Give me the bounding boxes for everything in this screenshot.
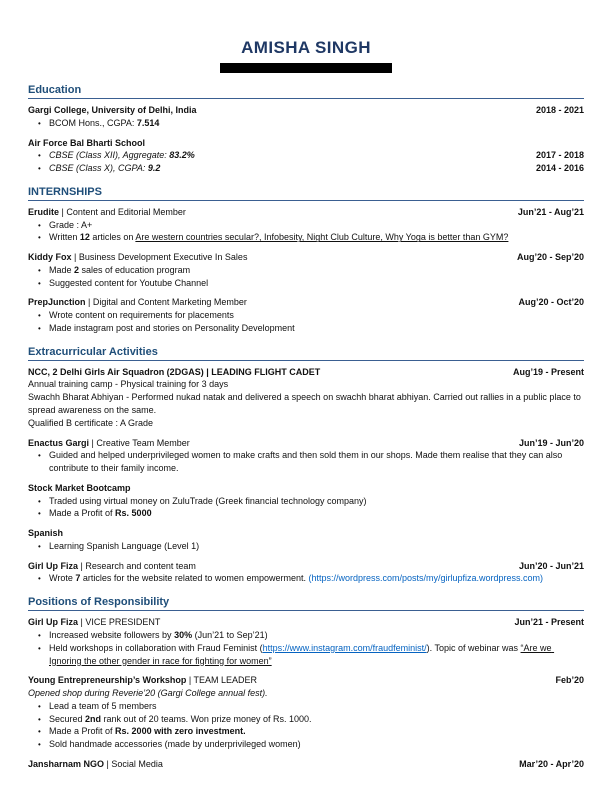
entry-header [28,206,584,219]
date-range: 2018 - 2021 [535,105,584,115]
bullet-item [28,700,584,713]
line-text [28,366,503,379]
bullet-icon: • [38,574,41,584]
bullet-item [28,162,584,175]
bullet-item [28,322,584,335]
text-segment: Wrote [49,573,76,584]
text-segment: Opened shop during Reverie’20 (Gargi College annual fest). [28,688,268,699]
date-range: Feb’20 [555,675,584,686]
text-segment: Grade : A+ [49,219,93,230]
line-text [28,437,509,450]
line-text [49,642,584,668]
text-segment: (Jun’21 to Sep’21) [192,629,268,640]
line-text [28,378,584,391]
bullet-item [28,149,584,162]
entry-header [28,527,584,540]
text-segment: 2nd [85,713,102,724]
line-text [28,482,584,495]
bullet-item [28,629,584,642]
bullet-item [28,449,584,475]
text-segment: articles for the website related to women empowerment. [80,573,309,584]
text-segment: Learning Spanish Language (Level 1) [49,540,200,551]
bullet-item [28,231,584,244]
line-text [49,231,584,244]
text-segment: Traded using virtual money on ZuluTrade (Greek financial technology company) [49,495,367,506]
bullet-icon: • [38,630,41,640]
text-segment: | TEAM LEADER [186,675,258,686]
text-segment: CBSE (Class XII), Aggregate: [49,150,170,161]
text-segment: Gargi College, University of Delhi, India [28,105,197,115]
bullet-icon: • [38,323,41,333]
bullet-icon: • [38,496,41,506]
line-text [28,104,526,117]
bullet-item [28,495,584,508]
bullet-item [28,725,584,738]
entry-header [28,437,584,450]
section-positions-of-responsibility [28,596,584,770]
line-text [49,738,584,751]
bullet-item [28,277,584,290]
line-text [28,674,545,687]
text-segment: | Content and Editorial Member [59,206,186,217]
line-text [49,700,584,713]
text-segment: Kiddy Fox [28,252,72,263]
line-text [28,137,584,150]
bullet-icon: • [38,118,41,128]
text-segment: BCOM Hons., CGPA: [49,117,137,128]
text-segment: | Research and content team [78,560,196,571]
text-segment: NCC, 2 Delhi Girls Air Squadron (2DGAS) | LEADING FLIGHT CADET [28,366,321,377]
bullet-item [28,507,584,520]
text-segment: | Digital and Content Marketing Member [85,297,247,308]
paragraph [28,687,584,700]
bullet-icon: • [38,164,41,174]
bullet-icon: • [38,740,41,750]
text-segment: 2 [74,264,80,275]
bullet-item [28,117,584,130]
text-segment: | Business Development Executive In Sales [71,252,248,263]
line-text [49,162,526,175]
line-text [28,206,508,219]
entry-header [28,482,584,495]
entry-header [28,616,584,629]
entry-header [28,366,584,379]
entry-header [28,758,584,771]
entry-header [28,296,584,309]
bullet-item [28,219,584,232]
bullet-icon: • [38,278,41,288]
paragraph [28,378,584,391]
text-segment: Erudite [28,206,60,217]
bullet-icon: • [38,265,41,275]
text-segment: Made a Profit of [49,508,116,519]
text-segment: Made a Profit of [49,726,116,737]
entry-header [28,560,584,573]
text-segment: sales of education program [79,264,191,275]
bullet-item [28,642,584,668]
line-text [49,540,584,553]
bullet-icon: • [38,509,41,519]
section-content-internships [28,206,584,335]
text-segment: Rs. 2000 with zero investment. [115,726,246,737]
line-text [49,507,584,520]
bullet-icon: • [38,151,41,161]
section-internships [28,186,584,335]
section-education [28,84,584,175]
section-heading-positions: Positions of Responsibility [28,596,584,611]
line-text [28,296,508,309]
line-text [49,309,584,322]
line-text [28,560,509,573]
text-segment: Secured [49,713,86,724]
line-text [49,713,584,726]
bullet-icon: • [38,220,41,230]
redacted-contact-info [220,63,392,73]
text-segment: Spanish [28,528,64,539]
bullet-icon: • [38,727,41,737]
line-text [49,117,584,130]
text-segment: 7.514 [136,117,160,128]
bullet-icon: • [38,643,41,653]
bullet-item [28,572,584,585]
line-text [49,322,584,335]
section-content-education [28,104,584,175]
line-text [49,449,584,475]
line-text [28,758,509,771]
bullet-item [28,264,584,277]
text-segment: 12 [79,232,90,243]
text-segment: Jansharnam NGO [28,758,105,769]
section-heading-education: Education [28,84,584,99]
text-segment: | VICE PRESIDENT [78,617,161,628]
text-segment: | Creative Team Member [89,437,190,448]
text-segment: Sold handmade accessories (made by underprivileged women) [49,739,301,750]
bullet-item [28,738,584,751]
text-segment: 9.2 [147,163,161,174]
bullet-icon: • [38,451,41,461]
text-segment: 7 [75,573,81,584]
text-segment: Written [49,232,80,243]
entry-header [28,251,584,264]
date-range: Jun’21 - Present [514,617,584,628]
resume-body [28,84,584,771]
text-segment: Wrote content on requirements for placements [49,310,234,321]
line-text [49,264,584,277]
text-segment: | Social Media [104,758,163,769]
text-segment: PrepJunction [28,297,86,308]
date-range: Aug’19 - Present [512,366,584,377]
candidate-name: AMISHA SINGH [241,38,371,57]
line-text [49,277,584,290]
section-content-positions [28,616,584,770]
bullet-item [28,540,584,553]
bullet-icon: • [38,701,41,711]
line-text [49,495,584,508]
text-segment: ). Topic of webinar was [426,642,521,653]
line-text [28,527,584,540]
date-range: Mar’20 - Apr’20 [519,758,584,769]
text-segment: Air Force Bal Bharti School [28,137,146,148]
text-segment: Rs. 5000 [115,508,152,519]
line-text [28,417,584,430]
text-segment: CBSE (Class X), CGPA: [49,163,148,174]
paragraph [28,391,584,417]
text-segment: Young Entrepreneurship’s Workshop [28,675,187,686]
line-text [28,251,507,264]
line-text [28,616,504,629]
bullet-icon: • [38,233,41,243]
date-range: 2014 - 2016 [535,163,584,174]
bullet-item [28,309,584,322]
date-range: Jun’21 - Aug’21 [517,206,584,217]
paragraph [28,417,584,430]
text-segment: Lead a team of 5 members [49,700,157,711]
section-heading-internships: INTERNSHIPS [28,186,584,201]
text-segment: 83.2% [169,150,195,161]
date-range: 2017 - 2018 [535,150,584,161]
line-text [49,725,584,738]
date-range: Aug’20 - Oct’20 [518,297,584,308]
section-heading-extracurricular: Extracurricular Activities [28,346,584,361]
text-segment: Increased website followers by [49,629,175,640]
line-text [28,391,584,417]
text-segment: “Are we Ignoring the other gender in race for fighting for women” [49,642,555,666]
section-extracurricular [28,346,584,585]
text-segment: Swachh Bharat Abhiyan - Performed nukad natak and delivered a speech on swachh bharat abhiyan. Carried out rallies in a public place to spread awareness on the same. [28,392,584,416]
text-segment: Made instagram post and stories on Personality Development [49,322,295,333]
bullet-icon: • [38,311,41,321]
text-segment: Girl Up Fiza [28,560,79,571]
bullet-icon: • [38,541,41,551]
text-segment: Annual training camp - Physical training for 3 days [28,379,229,390]
section-content-extracurricular [28,366,584,585]
hyperlink[interactable]: https://www.instagram.com/fraudfeminist/ [262,642,427,653]
text-segment: Made [49,264,75,275]
line-text [49,572,584,585]
line-text [49,219,584,232]
text-segment: articles on [89,232,136,243]
bullet-item [28,713,584,726]
entry-header [28,104,584,117]
text-segment: Guided and helped underprivileged women to make crafts and then sold them in our shops. Made them realise that they can also contribute to their family income. [49,450,565,474]
text-segment: Girl Up Fiza [28,617,79,628]
line-text [49,149,526,162]
date-range: Aug’20 - Sep’20 [516,252,584,263]
text-segment: Qualified B certificate : A Grade [28,417,154,428]
bullet-icon: • [38,714,41,724]
text-segment: Enactus Gargi [28,437,90,448]
entry-header [28,674,584,687]
line-text [28,687,584,700]
text-segment: Suggested content for Youtube Channel [49,277,209,288]
text-segment: 30% [174,629,193,640]
text-segment: Held workshops in collaboration with Fraud Feminist ( [49,642,263,653]
hyperlink[interactable]: (https://wordpress.com/posts/my/girlupfiza.wordpress.com) [308,573,544,584]
date-range: Jun’19 - Jun’20 [518,437,584,448]
text-segment: Stock Market Bootcamp [28,482,131,493]
entry-header [28,137,584,150]
date-range: Jun’20 - Jun’21 [518,560,584,571]
text-segment: rank out of 20 teams. Won prize money of Rs. 1000. [101,713,312,724]
text-segment: Are western countries secular?, Infobesity, Night Club Culture, Why Yoga is better than GYM? [135,232,509,243]
line-text [49,629,584,642]
